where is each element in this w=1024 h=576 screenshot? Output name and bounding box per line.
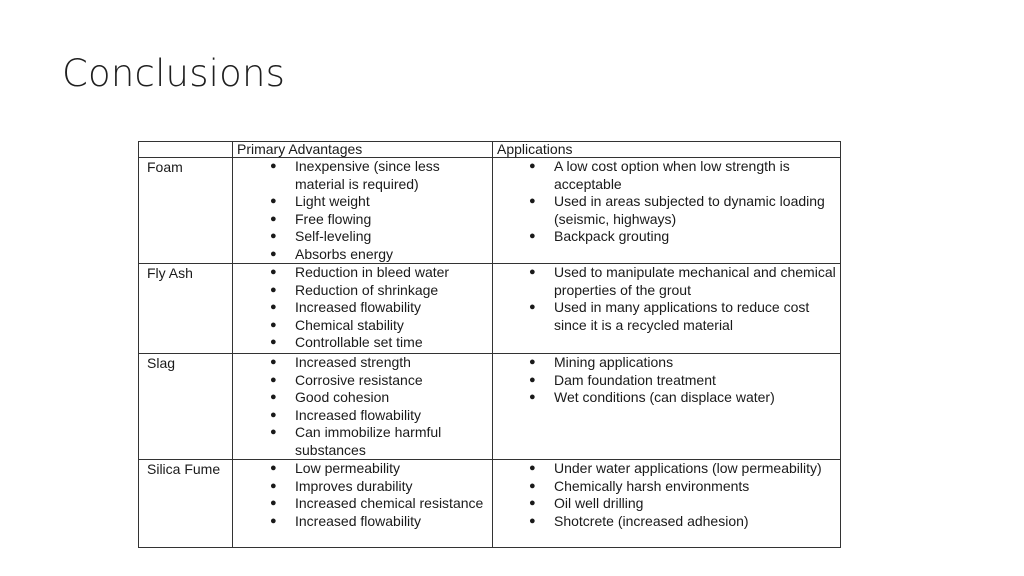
list-item-text: Improves durability	[295, 477, 413, 494]
applications-cell	[493, 460, 841, 548]
header-cell-material	[139, 142, 233, 158]
applications-cell	[493, 264, 841, 354]
list-item-text: Used in areas subjected to dynamic loading (seismic, highways)	[554, 193, 825, 227]
bullet-icon: ●	[270, 497, 277, 509]
list-item-text: Reduction in bleed water	[295, 264, 450, 280]
bullet-icon: ●	[270, 373, 277, 386]
list-item	[237, 495, 488, 513]
list-item-text: Free flowing	[295, 210, 372, 227]
bullet-icon: ●	[529, 497, 536, 509]
bullet-icon: ●	[270, 195, 277, 207]
list-item	[497, 228, 836, 246]
applications-list	[497, 264, 836, 334]
bullet-icon: ●	[270, 336, 277, 348]
material-name-cell: Slag	[139, 354, 233, 460]
list-item	[237, 389, 488, 407]
list-item	[237, 372, 488, 390]
list-item-text: Increased chemical resistance	[295, 495, 484, 511]
header-cell-advantages: Primary Advantages	[233, 142, 493, 158]
list-item	[237, 407, 488, 425]
list-item-text: A low cost option when low strength is acceptable	[554, 158, 790, 192]
material-name-cell: Silica Fume	[139, 460, 233, 548]
list-item	[237, 246, 488, 264]
list-item	[497, 193, 836, 228]
applications-cell	[493, 354, 841, 460]
bullet-icon: ●	[270, 212, 277, 225]
list-item-text: Increased strength	[295, 354, 411, 370]
material-name-cell: Fly Ash	[139, 264, 233, 354]
bullet-icon: ●	[529, 356, 536, 368]
bullet-icon: ●	[529, 462, 536, 474]
bullet-icon: ●	[270, 230, 277, 242]
list-item-text: Increased flowability	[295, 512, 422, 529]
list-item	[497, 478, 836, 496]
list-item-text: Dam foundation treatment	[554, 371, 716, 388]
list-item	[497, 513, 836, 531]
list-item	[497, 158, 836, 193]
material-name-cell: Foam	[139, 158, 233, 264]
bullet-icon: ●	[529, 479, 536, 492]
header-cell-applications: Applications	[493, 142, 841, 158]
list-item	[237, 317, 488, 335]
bullet-icon: ●	[270, 266, 277, 278]
advantages-cell	[233, 460, 493, 548]
list-item	[237, 460, 488, 478]
list-item-text: Corrosive resistance	[295, 371, 423, 388]
applications-list	[497, 354, 836, 407]
list-item	[237, 299, 488, 317]
list-item	[237, 424, 488, 459]
bullet-icon: ●	[270, 318, 277, 331]
list-item-text: Oil well drilling	[554, 495, 644, 511]
advantages-list	[237, 460, 488, 530]
list-item-text: Increased flowability	[295, 406, 422, 423]
list-item-text: Chemically harsh environments	[554, 477, 750, 494]
bullet-icon: ●	[529, 391, 536, 403]
bullet-icon: ●	[270, 479, 277, 492]
bullet-icon: ●	[529, 301, 536, 313]
advantages-list	[237, 264, 488, 352]
list-item-text: Good cohesion	[295, 389, 390, 405]
applications-list	[497, 460, 836, 530]
bullet-icon: ●	[270, 462, 277, 474]
list-item-text: Used to manipulate mechanical and chemical properties of the grout	[554, 264, 836, 298]
advantages-cell	[233, 354, 493, 460]
list-item	[237, 354, 488, 372]
bullet-icon: ●	[270, 247, 277, 260]
list-item	[237, 193, 488, 211]
bullet-icon: ●	[529, 160, 536, 172]
list-item	[237, 282, 488, 300]
advantages-cell	[233, 264, 493, 354]
applications-cell	[493, 158, 841, 264]
comparison-table	[138, 141, 841, 548]
advantages-cell	[233, 158, 493, 264]
bullet-icon: ●	[529, 266, 536, 278]
list-item-text: Under water applications (low permeability)	[554, 460, 822, 476]
list-item-text: Used in many applications to reduce cost since it is a recycled material	[554, 299, 810, 333]
list-item	[237, 228, 488, 246]
bullet-icon: ●	[529, 230, 536, 242]
list-item	[237, 478, 488, 496]
list-item-text: Mining applications	[554, 354, 674, 370]
list-item-text: Reduction of shrinkage	[295, 281, 439, 298]
bullet-icon: ●	[270, 160, 277, 172]
list-item	[497, 264, 836, 299]
bullet-icon: ●	[529, 195, 536, 207]
applications-list	[497, 158, 836, 246]
bullet-icon: ●	[270, 283, 277, 296]
list-item	[237, 513, 488, 531]
bullet-icon: ●	[270, 356, 277, 368]
bullet-icon: ●	[270, 426, 277, 438]
list-item	[497, 389, 836, 407]
list-item-text: Self-leveling	[295, 228, 372, 244]
bullet-icon: ●	[270, 514, 277, 527]
bullet-icon: ●	[270, 391, 277, 403]
advantages-list	[237, 354, 488, 459]
list-item	[497, 495, 836, 513]
list-item-text: Absorbs energy	[295, 245, 394, 262]
list-item-text: Shotcrete (increased adhesion)	[554, 512, 749, 529]
list-item-text: Wet conditions (can displace water)	[554, 389, 775, 405]
table-row	[139, 158, 841, 264]
list-item	[497, 354, 836, 372]
list-item-text: Increased flowability	[295, 299, 422, 315]
table-row	[139, 354, 841, 460]
bullet-icon: ●	[529, 514, 536, 527]
advantages-list	[237, 158, 488, 263]
list-item	[237, 211, 488, 229]
bullet-icon: ●	[270, 301, 277, 313]
table-row	[139, 460, 841, 548]
slide-title: Conclusions	[62, 52, 286, 95]
list-item-text: Low permeability	[295, 460, 401, 476]
table-header-row	[139, 142, 841, 158]
list-item	[497, 460, 836, 478]
list-item-text: Inexpensive (since less material is required)	[295, 158, 440, 192]
list-item-text: Light weight	[295, 193, 370, 209]
list-item-text: Can immobilize harmful substances	[295, 424, 442, 458]
bullet-icon: ●	[270, 408, 277, 421]
list-item	[237, 158, 488, 193]
list-item-text: Backpack grouting	[554, 228, 670, 244]
table-row	[139, 264, 841, 354]
list-item	[237, 264, 488, 282]
list-item	[497, 372, 836, 390]
list-item	[497, 299, 836, 334]
list-item	[237, 334, 488, 352]
list-item-text: Controllable set time	[295, 334, 423, 350]
bullet-icon: ●	[529, 373, 536, 386]
list-item-text: Chemical stability	[295, 316, 404, 333]
